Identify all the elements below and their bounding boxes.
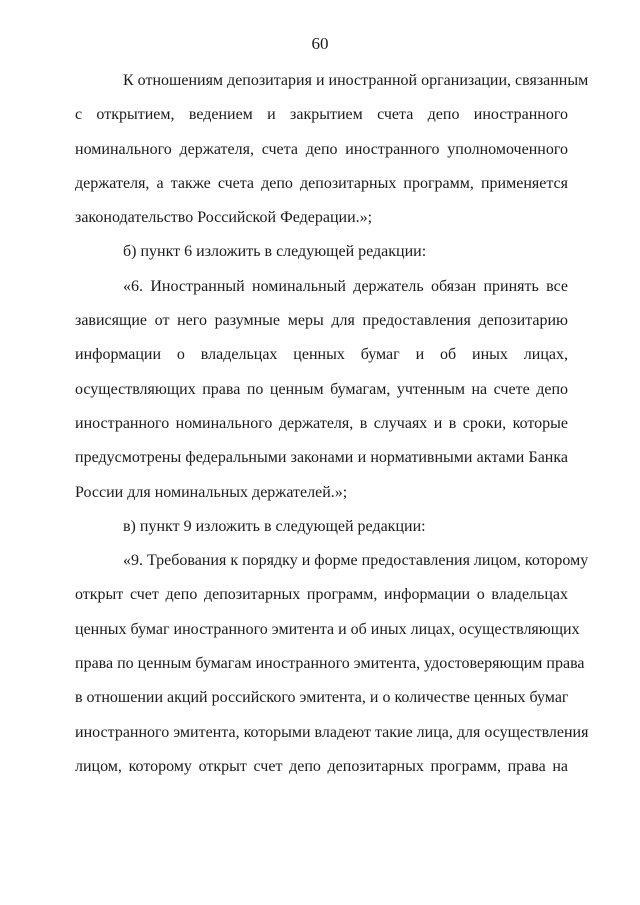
text-line: ценных бумаг иностранного эмитента и об иных лицах, осуществляющих [75,620,580,638]
page-number: 60 [311,34,329,53]
text-line: законодательство Российской Федерации.»; [75,209,373,227]
text-line: держателя, а также счета депо депозитарных программ, применяется [75,174,568,192]
text-line: информации о владельцах ценных бумаг и об иных лицах, [75,346,568,364]
text-line: России для номинальных держателей.»; [75,483,348,501]
text-line: иностранного номинального держателя, в случаях и в сроки, которые [75,414,568,432]
text-line: б) пункт 6 изложить в следующей редакции: [123,243,427,261]
text-line: номинального держателя, счета депо иностранного уполномоченного [75,140,568,158]
text-line: в отношении акций российского эмитента, и о количестве ценных бумаг [75,689,569,707]
text-line: лицом, которому открыт счет депо депозитарных программ, права на [75,757,568,775]
body-text [75,68,589,788]
text-line: «6. Иностранный номинальный держатель обязан принять все [123,277,568,295]
text-line: зависящие от него разумные меры для предоставления депозитарию [75,312,568,330]
text-line: с открытием, ведением и закрытием счета депо иностранного [75,106,568,124]
text-line: в) пункт 9 изложить в следующей редакции: [123,517,426,535]
text-line: открыт счет депо депозитарных программ, информации о владельцах [75,586,568,604]
text-line: К отношениям депозитария и иностранной организации, связанным [123,72,589,89]
text-line: предусмотрены федеральными законами и нормативными актами Банка [75,449,568,467]
text-line: «9. Требования к порядку и форме предоставления лицом, которому [123,552,589,570]
text-line: иностранного эмитента, которыми владеют такие лица, для осуществления [75,723,589,741]
text-line: осуществляющих права по ценным бумагам, учтенным на счете депо [75,380,568,398]
text-line: права по ценным бумагам иностранного эмитента, удостоверяющим права [75,655,585,673]
